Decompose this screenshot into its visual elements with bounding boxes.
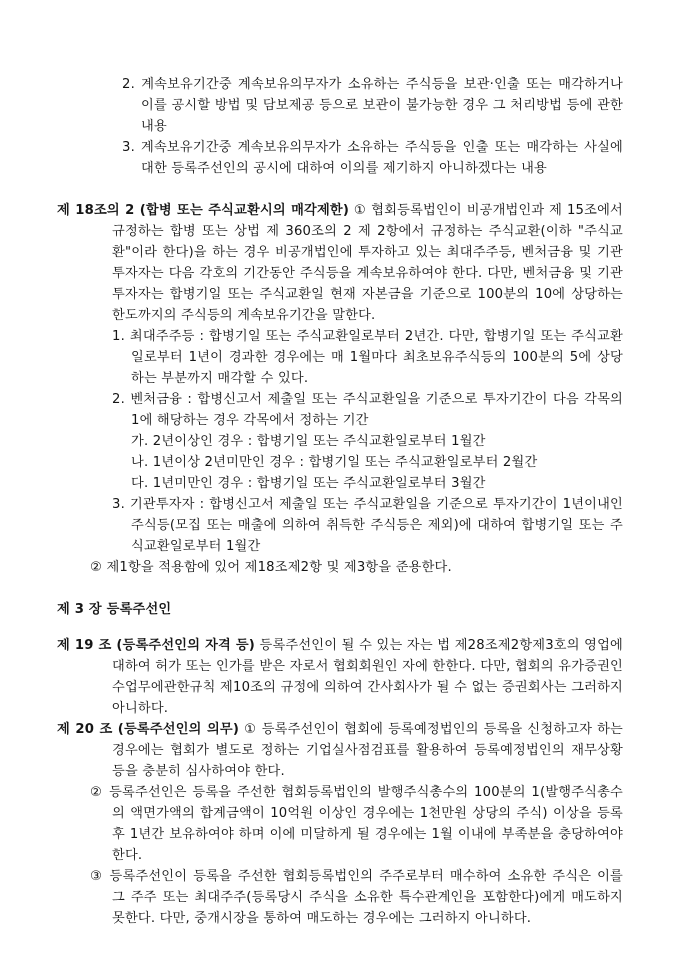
item-marker: 2. xyxy=(122,77,135,92)
item-marker: 3. xyxy=(122,140,135,155)
item-text: 2년이상인 경우 : 합병기일 또는 주식교환일로부터 1월간 xyxy=(152,434,486,449)
item-marker: 3. xyxy=(112,497,125,512)
article-19 xyxy=(57,635,623,719)
item-marker: 가. xyxy=(131,434,149,449)
sub-list-item xyxy=(131,431,623,452)
article-18-2-lead xyxy=(57,200,623,326)
item-text: 1년이상 2년미만인 경우 : 합병기일 또는 주식교환일로부터 2월간 xyxy=(152,455,538,470)
paragraph-marker: ② xyxy=(90,560,103,575)
article-20 xyxy=(57,719,623,929)
item-marker: 1. xyxy=(112,329,125,344)
paragraph-text: 협회등록법인이 비공개법인과 제 15조에서 규정하는 합병 또는 상법 제 360조의 2 제 2항에서 규정하는 주식교환(이하 "주식교환"이라 한다)을 하는 경우 비공개법인에 투자하고 있는 최대주주등, 벤처금융 및 기관투자자는 다음 각호의 기간동안 주식등을 계속보유하여야 한다. 다만, 벤처금융 및 기관투자자는 합병기일 또는 주식교환일 현재 자본금을 기준으로 100분의 10에 상당하는 한도까지의 주식등의 계속보유기간을 말한다. xyxy=(112,203,623,323)
item-text: 최대주주등 : 합병기일 또는 주식교환일로부터 2년간. 다만, 합병기일 또는 주식교환일로부터 1년이 경과한 경우에는 매 1월마다 최초보유주식등의 100분의 5에 상당하는 부분까지 매각할 수 있다. xyxy=(129,329,623,386)
item-marker: 다. xyxy=(131,476,149,491)
list-item xyxy=(112,494,623,557)
article-18-2-para2 xyxy=(90,557,623,578)
list-item xyxy=(122,74,623,137)
paragraph-marker: ③ xyxy=(90,869,104,884)
list-item xyxy=(112,389,623,431)
paragraph-text: 등록주선인이 등록을 주선한 협회등록법인의 주주로부터 매수하여 소유한 주식은 이를 그 주주 또는 최대주주(등록당시 주식을 소유한 특수관계인을 포함한다)에게 매도하지 못한다. 다만, 중개시장을 통하여 매도하는 경우에는 그러하지 아니하다. xyxy=(109,869,623,926)
item-marker: 2. xyxy=(112,392,125,407)
item-text: 계속보유기간중 계속보유의무자가 소유하는 주식등을 인출 또는 매각하는 사실에 대한 등록주선인의 공시에 대하여 이의를 제기하지 아니하겠다는 내용 xyxy=(141,140,623,176)
list-item xyxy=(112,326,623,389)
intro-item-list xyxy=(122,74,623,179)
item-text: 기관투자자 : 합병신고서 제출일 또는 주식교환일을 기준으로 투자기간이 1년이내인 주식등(모집 또는 매출에 의하여 취득한 주식등은 제외)에 대하여 합병기일 또는 주식교환일로부터 1월간 xyxy=(129,497,623,554)
article-19-lead xyxy=(57,635,623,719)
sub-list-item xyxy=(131,452,623,473)
item-marker: 나. xyxy=(131,455,149,470)
article-heading: 제 20 조 (등록주선인의 의무) xyxy=(57,722,240,737)
paragraph-marker: ① xyxy=(353,203,367,218)
article-heading: 제 18조의 2 (합병 또는 주식교환시의 매각제한) xyxy=(57,203,350,218)
item-text: 벤처금융 : 합병신고서 제출일 또는 주식교환일을 기준으로 투자기간이 다음 각목의 1에 해당하는 경우 각목에서 정하는 기간 xyxy=(130,392,623,428)
article-18-2 xyxy=(57,200,623,578)
article-heading: 제 19 조 (등록주선인의 자격 등) xyxy=(57,638,256,653)
paragraph-text: 등록주선인이 협회에 등록예정법인의 등록을 신청하고자 하는 경우에는 협회가 별도로 정하는 기업실사점검표를 활용하여 등록예정법인의 재무상황 등을 충분히 심사하여야 한다. xyxy=(112,722,623,779)
article-20-para2 xyxy=(90,782,623,866)
article-18-2-items xyxy=(112,326,623,557)
paragraph-marker: ② xyxy=(90,785,104,800)
paragraph-marker: ① xyxy=(244,722,257,737)
chapter-heading: 제 3 장 등록주선인 xyxy=(57,602,172,617)
article-20-lead xyxy=(57,719,623,782)
paragraph-text: 등록주선인은 등록을 주선한 협회등록법인의 발행주식총수의 100분의 1(발행주식총수의 액면가액의 합계금액이 10억원 이상인 경우에는 1천만원 상당의 주식) 이상을 등록 후 1년간 보유하여야 하며 이에 미달하게 될 경우에는 1월 이내에 부족분을 충당하여야 한다. xyxy=(109,785,623,863)
list-item xyxy=(122,137,623,179)
paragraph-text: 제1항을 적용함에 있어 제18조제2항 및 제3항을 준용한다. xyxy=(106,560,452,575)
article-20-para3 xyxy=(90,866,623,929)
sub-list-item xyxy=(131,473,623,494)
item-text: 계속보유기간중 계속보유의무자가 소유하는 주식등을 보관·인출 또는 매각하거나 이를 공시할 방법 및 담보제공 등으로 보관이 불가능한 경우 그 처리방법 등에 관한 내용 xyxy=(141,77,623,134)
paragraph-text: 등록주선인이 될 수 있는 자는 법 제28조제2항제3호의 영업에 대하여 허가 또는 인가를 받은 자로서 협회회원인 자에 한한다. 다만, 협회의 유가증권인수업무에관한규칙 제10조의 규정에 의하여 간사회사가 될 수 없는 증권회사는 그러하지 아니하다. xyxy=(112,638,623,716)
item-text: 1년미만인 경우 : 합병기일 또는 주식교환일로부터 3월간 xyxy=(152,476,486,491)
